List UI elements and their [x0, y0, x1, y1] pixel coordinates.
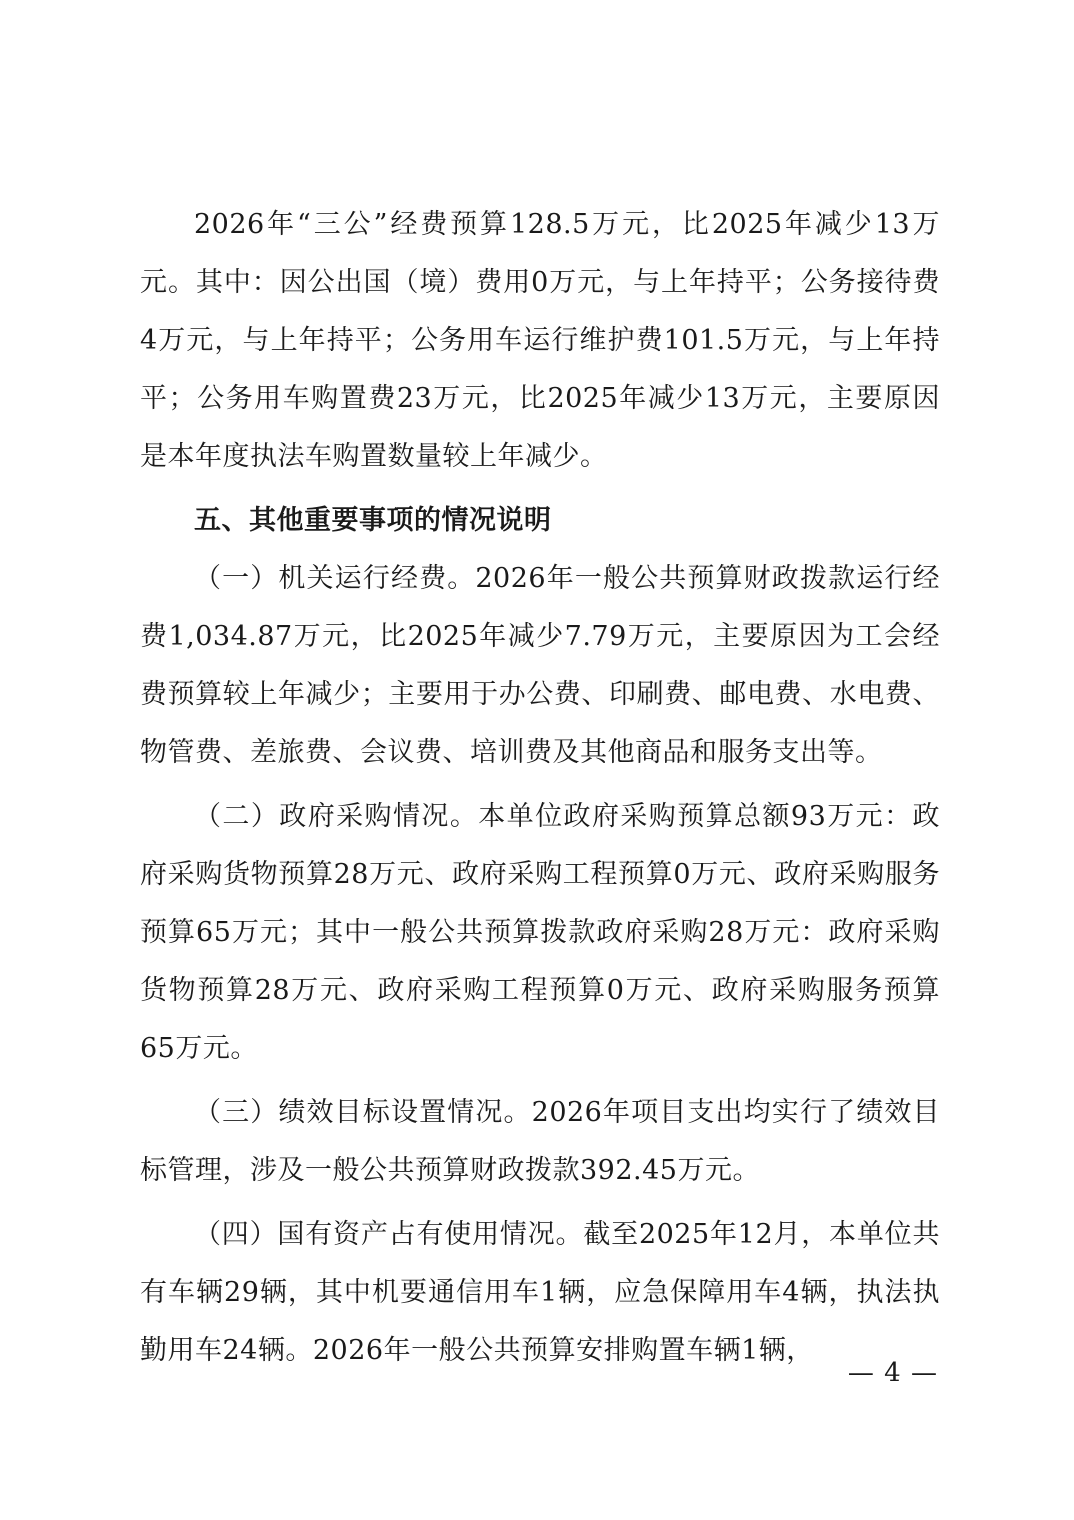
page-number: — 4 —	[847, 1358, 938, 1388]
paragraph-performance: （三）绩效目标设置情况。2026年项目支出均实行了绩效目标管理，涉及一般公共预算财政拨款392.45万元。	[140, 1097, 940, 1186]
section-heading: 五、其他重要事项的情况说明	[194, 505, 552, 536]
paragraph-assets: （四）国有资产占有使用情况。截至2025年12月，本单位共有车辆29辆，其中机要通信用车1辆，应急保障用车4辆，执法执勤用车24辆。2026年一般公共预算安排购置车辆1辆，	[140, 1219, 940, 1366]
paragraph-procurement: （二）政府采购情况。本单位政府采购预算总额93万元：政府采购货物预算28万元、政府采购工程预算0万元、政府采购服务预算65万元；其中一般公共预算拨款政府采购28万元：政府采购货物预算28万元、政府采购工程预算0万元、政府采购服务预算65万元。	[140, 801, 940, 1064]
paragraph-sangong-budget: 2026年“三公”经费预算128.5万元，比2025年减少13万元。其中：因公出国（境）费用0万元，与上年持平；公务接待费4万元，与上年持平；公务用车运行维护费101.5万元，与上年持平；公务用车购置费23万元，比2025年减少13万元，主要原因是本年度执法车购置数量较上年减少。	[140, 209, 940, 472]
paragraph-operating-expenses: （一）机关运行经费。2026年一般公共预算财政拨款运行经费1,034.87万元，比2025年减少7.79万元，主要原因为工会经费预算较上年减少；主要用于办公费、印刷费、邮电费、水电费、物管费、差旅费、会议费、培训费及其他商品和服务支出等。	[140, 563, 940, 768]
page-body	[140, 196, 940, 1380]
